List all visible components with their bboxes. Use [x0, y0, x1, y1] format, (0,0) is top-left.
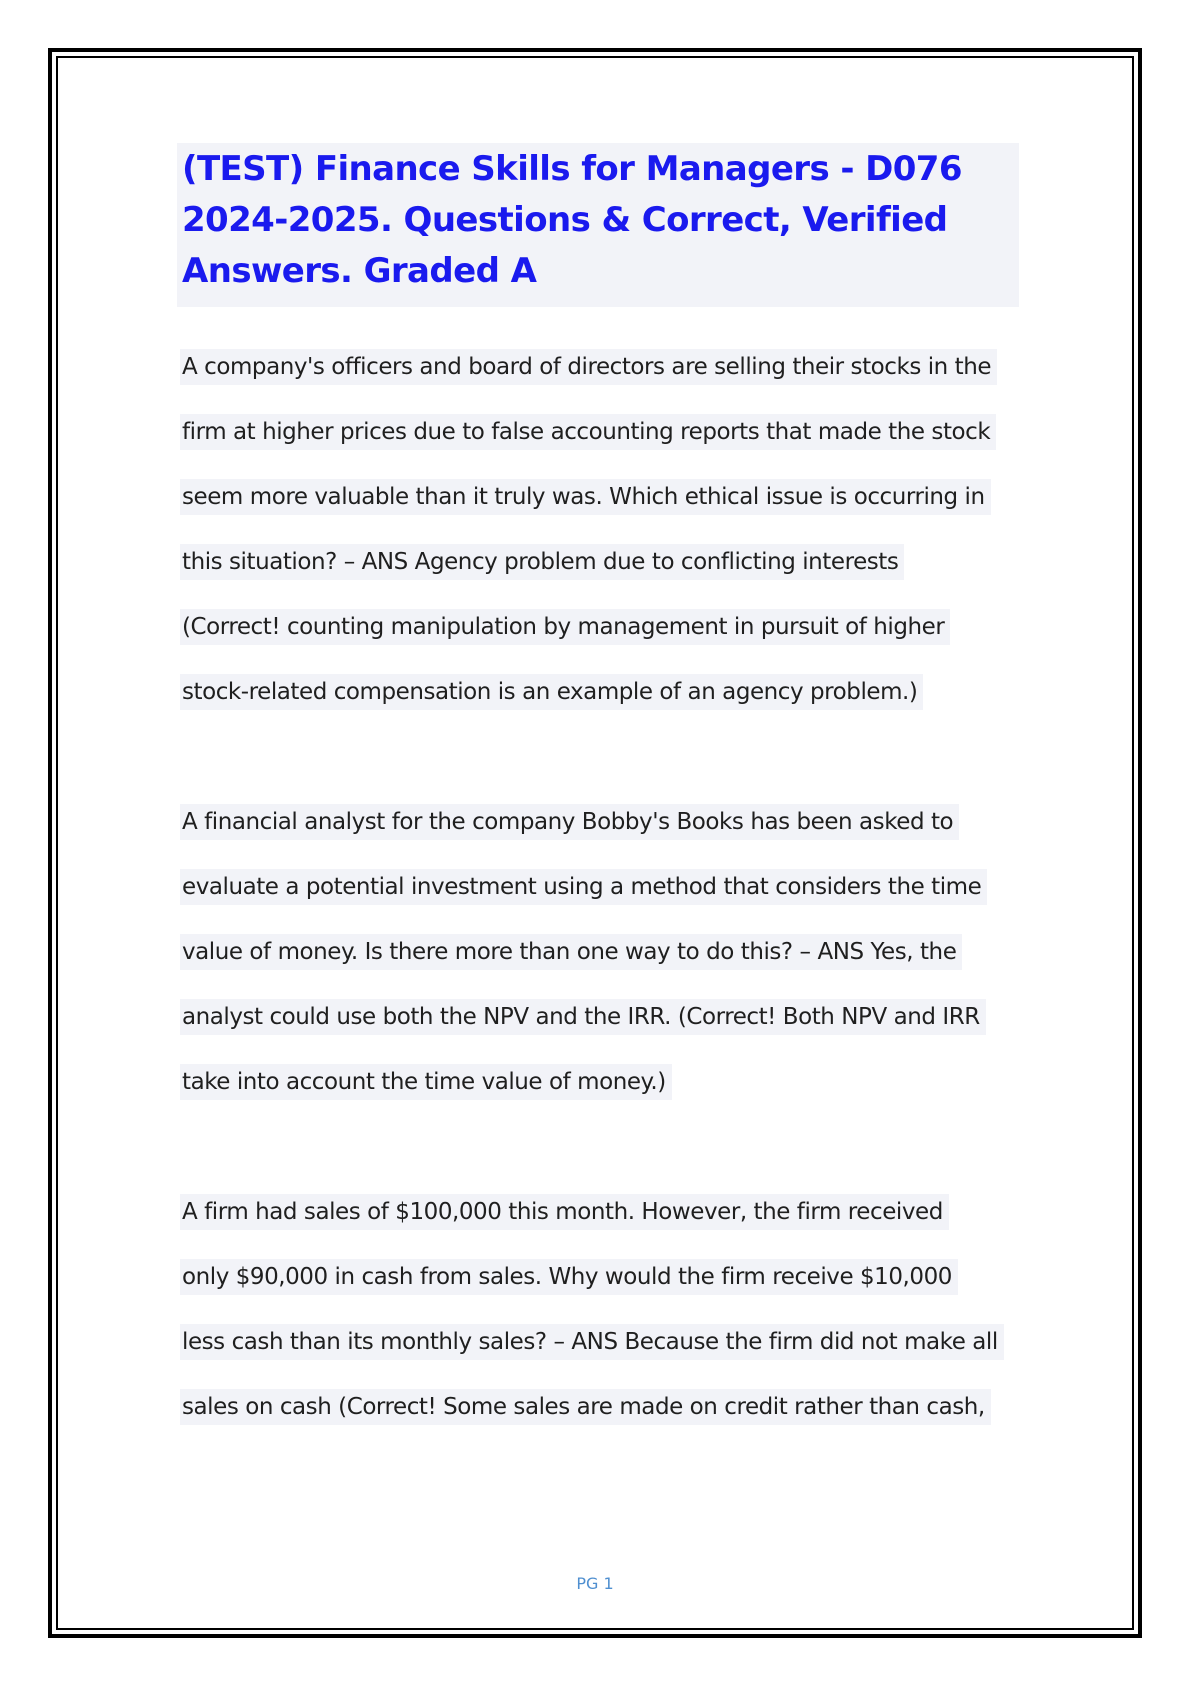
answer-line: value of money. Is there more than one way to do this? – ANS Yes, the: [180, 934, 962, 970]
question-line: evaluate a potential investment using a method that considers the time: [180, 869, 987, 905]
page-number: PG 1: [576, 1574, 614, 1593]
explanation-line: (Correct! counting manipulation by management in pursuit of higher: [180, 609, 950, 645]
question-line: seem more valuable than it truly was. Which ethical issue is occurring in: [180, 479, 991, 515]
title-line: 2024-2025. Questions & Correct, Verified: [182, 200, 948, 240]
document-title: [177, 143, 1019, 307]
explanation-line: sales on cash (Correct! Some sales are made on credit rather than cash,: [180, 1389, 991, 1425]
question-line: A financial analyst for the company Bobby's Books has been asked to: [180, 804, 959, 840]
explanation-line: stock-related compensation is an example of an agency problem.): [180, 674, 923, 710]
answer-line: less cash than its monthly sales? – ANS Because the firm did not make all: [180, 1324, 1004, 1360]
question-line: A firm had sales of $100,000 this month. However, the firm received: [180, 1194, 949, 1230]
answer-line: this situation? – ANS Agency problem due to conflicting interests: [180, 544, 904, 580]
question-line: only $90,000 in cash from sales. Why would the firm receive $10,000: [180, 1259, 958, 1295]
question-line: firm at higher prices due to false accounting reports that made the stock: [180, 414, 996, 450]
question-line: A company's officers and board of directors are selling their stocks in the: [180, 349, 997, 385]
explanation-line: take into account the time value of money.): [180, 1064, 672, 1100]
title-line: (TEST) Finance Skills for Managers - D076: [182, 149, 962, 189]
answer-line: analyst could use both the NPV and the IRR. (Correct! Both NPV and IRR: [180, 999, 986, 1035]
title-line: Answers. Graded A: [182, 251, 537, 291]
